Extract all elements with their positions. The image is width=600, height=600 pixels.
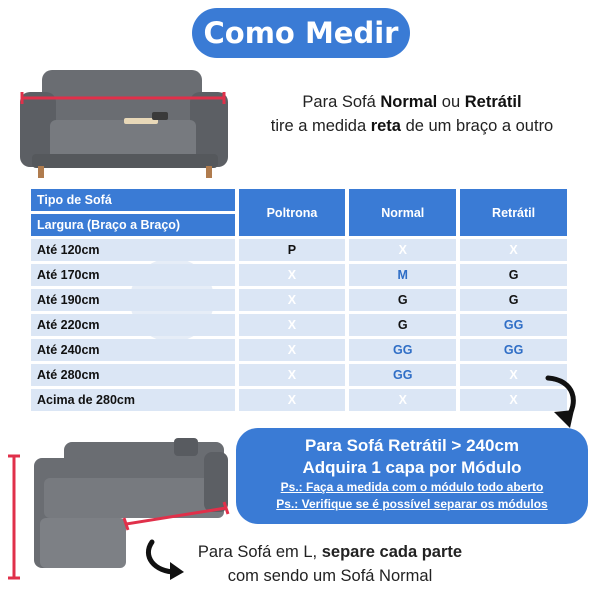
table-row [31, 289, 567, 311]
table-row [31, 264, 567, 286]
note-line-2: Adquira 1 capa por Módulo [302, 458, 522, 477]
size-cell: P [239, 239, 346, 261]
table-row [31, 314, 567, 336]
size-cell: G [460, 264, 567, 286]
row-label: Até 190cm [31, 289, 235, 311]
size-cell: X [460, 389, 567, 411]
table-row [31, 239, 567, 261]
size-cell: X [239, 339, 346, 361]
note-line-1: Para Sofá Retrátil > 240cm [304, 436, 520, 455]
title-banner [192, 8, 410, 58]
size-cell: GG [460, 339, 567, 361]
table-header-width: Largura (Braço a Braço) [31, 214, 235, 236]
size-cell: X [239, 364, 346, 386]
size-cell: X [460, 239, 567, 261]
row-label: Acima de 280cm [31, 389, 235, 411]
row-label: Até 220cm [31, 314, 235, 336]
note-ps-1: Ps.: Faça a medida com o módulo todo aberto [280, 480, 544, 494]
size-table [27, 186, 571, 414]
row-label: Até 280cm [31, 364, 235, 386]
column-header-poltrona: Poltrona [239, 189, 346, 236]
size-cell: M [349, 264, 456, 286]
size-cell: G [460, 289, 567, 311]
table-row [31, 364, 567, 386]
size-cell: GG [349, 339, 456, 361]
retractable-note [236, 428, 588, 524]
table-row [31, 389, 567, 411]
row-label: Até 240cm [31, 339, 235, 361]
size-cell: GG [349, 364, 456, 386]
table-row [31, 339, 567, 361]
instruction-bottom: Para Sofá em L, separe cada parte com sendo um Sofá Normal [197, 543, 463, 585]
note-ps-2: Ps.: Verifique se é possível separar os módulos [276, 497, 548, 511]
size-cell: G [349, 289, 456, 311]
column-header-normal: Normal [349, 189, 456, 236]
curved-arrow-icon [540, 372, 590, 432]
size-cell: X [239, 264, 346, 286]
size-cell: X [460, 364, 567, 386]
row-label: Até 170cm [31, 264, 235, 286]
size-cell: GG [460, 314, 567, 336]
size-cell: X [239, 314, 346, 336]
instruction-top: Para Sofá Normal ou Retrátil tire a medida reta de um braço a outro [270, 93, 554, 135]
row-label: Até 120cm [31, 239, 235, 261]
column-header-retratil: Retrátil [460, 189, 567, 236]
size-cell: X [349, 239, 456, 261]
sofa-illustration [12, 62, 237, 182]
size-cell: X [349, 389, 456, 411]
size-cell: X [239, 389, 346, 411]
table-header-type: Tipo de Sofá [31, 189, 235, 211]
size-cell: X [239, 289, 346, 311]
page-title: Como Medir [203, 16, 399, 50]
size-cell: G [349, 314, 456, 336]
